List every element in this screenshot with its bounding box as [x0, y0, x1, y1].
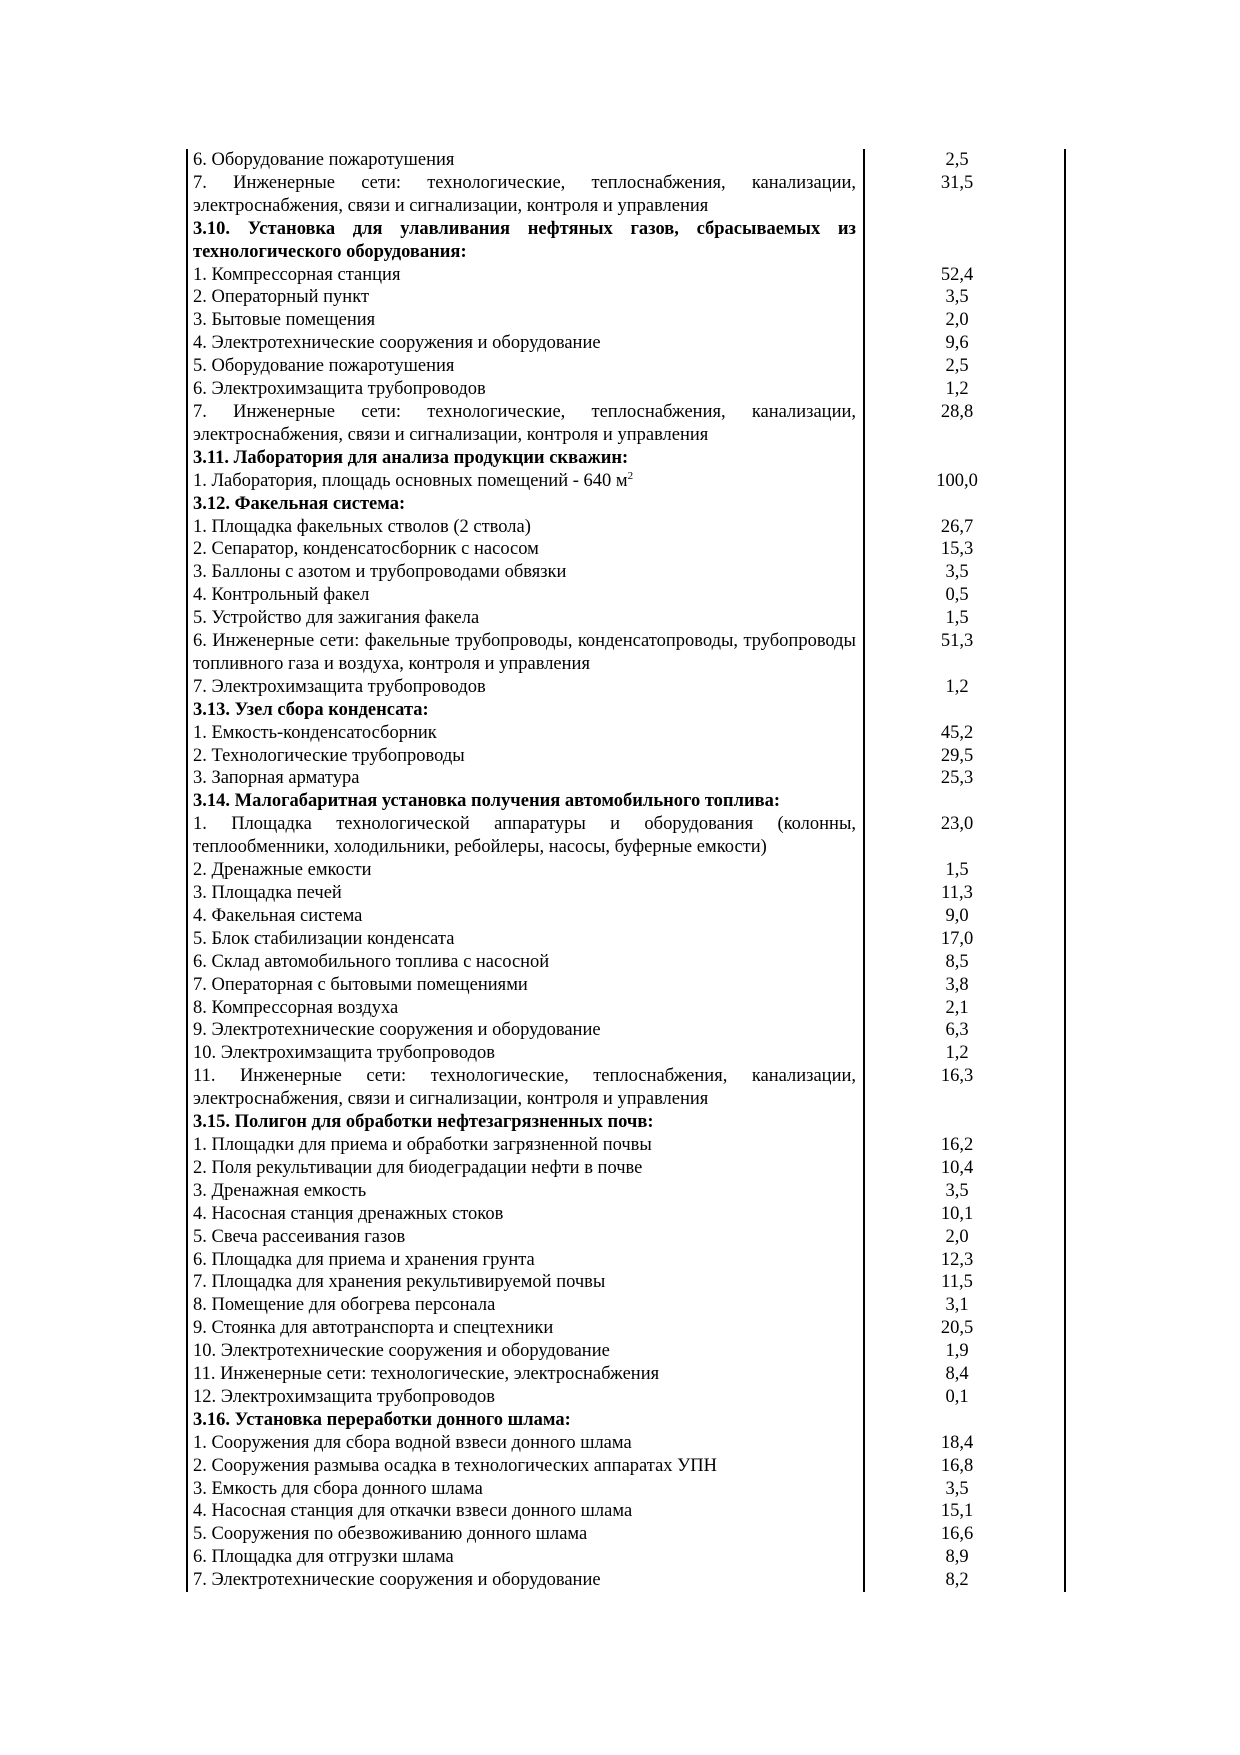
description-text: 5. Блок стабилизации конденсата	[193, 928, 455, 949]
item-value: 31,5	[940, 172, 974, 193]
section-title	[188, 493, 861, 516]
description-text: 5. Устройство для зажигания факела	[193, 608, 480, 629]
section-title	[188, 699, 861, 722]
description-text: 6. Оборудование пожаротушения	[193, 150, 455, 170]
description-text: 3.10. Установка для улавливания нефтяных газов, сбрасываемых из технологического оборудования:	[193, 218, 856, 262]
table-row	[188, 928, 1064, 951]
item-value: 2,0	[945, 310, 969, 331]
table-row	[188, 607, 1064, 630]
item-value: 9,6	[945, 333, 969, 354]
description-text: 1. Площадки для приема и обработки загрязненной почвы	[193, 1134, 652, 1155]
description-text: 1. Компрессорная станция	[193, 264, 401, 285]
description-text: 7. Площадка для хранения рекультивируемой почвы	[193, 1272, 606, 1293]
description-text: 2. Поля рекультивации для биодеградации нефти в почве	[193, 1157, 643, 1178]
item-description	[188, 1317, 861, 1340]
table-row	[188, 401, 1064, 447]
item-description	[188, 997, 861, 1020]
item-value: 0,1	[945, 1386, 969, 1407]
table-row	[188, 997, 1064, 1020]
item-description	[188, 1500, 861, 1523]
table-row	[188, 859, 1064, 882]
item-value	[861, 1111, 1059, 1134]
item-description	[188, 378, 861, 401]
item-description	[188, 745, 861, 768]
table-row	[188, 516, 1064, 539]
table-row	[188, 149, 1064, 172]
item-description	[188, 264, 861, 287]
section-heading-row	[188, 699, 1064, 722]
item-value: 2,5	[945, 356, 969, 377]
description-text: 6. Электрохимзащита трубопроводов	[193, 379, 486, 400]
table-row	[188, 172, 1064, 218]
description-text: 1. Площадка технологической аппаратуры и оборудования (колонны, теплообменники, холодильники, ребойлеры, насосы, буферные емкости)	[193, 814, 856, 858]
item-value: 20,5	[940, 1318, 974, 1339]
item-description	[188, 630, 861, 676]
section-heading-row	[188, 493, 1064, 516]
description-text: 6. Склад автомобильного топлива с насосной	[193, 951, 550, 972]
description-text: 7. Электрохимзащита трубопроводов	[193, 676, 486, 697]
table-row	[188, 1180, 1064, 1203]
item-description	[188, 1134, 861, 1157]
item-description	[188, 1042, 861, 1065]
table-row	[188, 767, 1064, 790]
item-value: 11,3	[941, 883, 973, 903]
item-description	[188, 1569, 861, 1592]
item-value: 29,5	[940, 745, 974, 766]
item-value: 8,5	[945, 951, 969, 972]
item-value: 8,9	[945, 1547, 969, 1568]
description-text: 7. Инженерные сети: технологические, теплоснабжения, канализации, электроснабжения, связи и сигнализации, контроля и управления	[193, 401, 856, 445]
table-row	[188, 813, 1064, 859]
table-row	[188, 1546, 1064, 1569]
table-row	[188, 974, 1064, 997]
item-description	[188, 1386, 861, 1409]
table-row	[188, 1523, 1064, 1546]
item-value: 51,3	[940, 631, 974, 652]
table-row	[188, 1203, 1064, 1226]
table-row	[188, 1019, 1064, 1042]
item-description	[188, 149, 861, 172]
item-description	[188, 1340, 861, 1363]
item-description	[188, 1294, 861, 1317]
item-value: 9,0	[945, 905, 969, 926]
item-value: 1,2	[945, 676, 969, 697]
item-description	[188, 767, 861, 790]
table-row	[188, 1317, 1064, 1340]
description-text: 3.12. Факельная система:	[193, 493, 406, 514]
table-row	[188, 584, 1064, 607]
table-row	[188, 1363, 1064, 1386]
item-value: 28,8	[940, 401, 974, 422]
item-value: 10,1	[940, 1203, 974, 1224]
item-value	[861, 447, 1059, 470]
description-text: 10. Электрохимзащита трубопроводов	[193, 1043, 496, 1064]
table-row	[188, 1157, 1064, 1180]
description-text: 6. Площадка для приема и хранения грунта	[193, 1249, 535, 1270]
description-text: 8. Компрессорная воздуха	[193, 997, 399, 1018]
item-value: 1,5	[945, 608, 969, 629]
description-text: 7. Операторная с бытовыми помещениями	[193, 974, 528, 995]
item-value: 2,5	[945, 150, 969, 170]
table-row	[188, 1271, 1064, 1294]
item-description	[188, 1157, 861, 1180]
description-text: 3.13. Узел сбора конденсата:	[193, 699, 429, 720]
item-value: 16,3	[940, 1066, 974, 1087]
description-text: 3. Дренажная емкость	[193, 1180, 367, 1201]
table-row	[188, 1226, 1064, 1249]
item-description	[188, 974, 861, 997]
item-description	[188, 928, 861, 951]
section-title	[188, 447, 861, 470]
description-text: 6. Инженерные сети: факельные трубопроводы, конденсатопроводы, трубопроводы топливного газа и воздуха, контроля и управления	[193, 631, 856, 674]
item-value	[861, 699, 1059, 722]
description-text: 3. Площадка печей	[193, 883, 342, 903]
item-description	[188, 561, 861, 584]
description-text: 3. Баллоны с азотом и трубопроводами обвязки	[193, 562, 567, 583]
description-text: 4. Контрольный факел	[193, 585, 370, 606]
item-description	[188, 584, 861, 607]
table-row	[188, 1478, 1064, 1501]
description-text: 3.11. Лаборатория для анализа продукции скважин:	[193, 447, 629, 468]
item-value: 23,0	[940, 814, 974, 835]
item-value: 52,4	[940, 264, 974, 285]
description-text: 9. Электротехнические сооружения и оборудование	[193, 1020, 601, 1041]
item-value: 100,0	[936, 470, 978, 491]
table-row	[188, 1340, 1064, 1363]
table-row	[188, 722, 1064, 745]
description-text: 2. Технологические трубопроводы	[193, 745, 465, 766]
item-value: 1,5	[945, 860, 969, 881]
description-text: 4. Электротехнические сооружения и оборудование	[193, 333, 601, 354]
item-value: 0,5	[945, 585, 969, 606]
description-text: 7. Электротехнические сооружения и оборудование	[193, 1570, 601, 1591]
item-value: 6,3	[945, 1020, 969, 1041]
description-text: 5. Свеча рассеивания газов	[193, 1226, 406, 1247]
item-value: 16,2	[940, 1134, 974, 1155]
item-description	[188, 607, 861, 630]
table-row	[188, 538, 1064, 561]
table-row	[188, 332, 1064, 355]
description-text: 11. Инженерные сети: технологические, теплоснабжения, канализации, электроснабжения, связи и сигнализации, контроля и управления	[193, 1066, 856, 1110]
item-value: 26,7	[940, 516, 974, 537]
item-value: 11,5	[941, 1272, 973, 1293]
description-text: 9. Стоянка для автотранспорта и спецтехники	[193, 1318, 554, 1339]
item-value: 16,6	[940, 1524, 974, 1545]
item-description	[188, 286, 861, 309]
item-description	[188, 1065, 861, 1111]
item-description	[188, 355, 861, 378]
table-row	[188, 1294, 1064, 1317]
item-value	[861, 493, 1059, 516]
section-heading-row	[188, 447, 1064, 470]
table-row	[188, 905, 1064, 928]
description-text: 5. Сооружения по обезвоживанию донного шлама	[193, 1524, 588, 1545]
section-title	[188, 790, 861, 813]
item-value: 1,2	[945, 1043, 969, 1064]
table-row	[188, 470, 1064, 493]
table-row	[188, 1386, 1064, 1409]
table-row	[188, 1042, 1064, 1065]
description-text: 2. Операторный пункт	[193, 287, 370, 308]
table-row	[188, 1455, 1064, 1478]
description-text: 4. Факельная система	[193, 905, 363, 926]
item-value: 3,5	[945, 287, 969, 308]
item-description	[188, 1432, 861, 1455]
table-row	[188, 1569, 1064, 1592]
superscript: 2	[627, 469, 634, 482]
table-row	[188, 286, 1064, 309]
description-text: 1. Емкость-конденсатосборник	[193, 722, 437, 743]
item-description	[188, 905, 861, 928]
item-description	[188, 1226, 861, 1249]
item-description	[188, 172, 861, 218]
table-row	[188, 378, 1064, 401]
description-text: 3. Бытовые помещения	[193, 310, 376, 331]
description-text: 3. Емкость для сбора донного шлама	[193, 1478, 483, 1499]
section-heading-row	[188, 790, 1064, 813]
item-value: 3,5	[945, 1180, 969, 1201]
description-text: 1. Площадка факельных стволов (2 ствола)	[193, 516, 531, 537]
item-description	[188, 859, 861, 882]
item-value: 17,0	[940, 928, 974, 949]
item-value: 1,9	[945, 1341, 969, 1362]
item-description	[188, 1546, 861, 1569]
description-text: 12. Электрохимзащита трубопроводов	[193, 1386, 496, 1407]
item-description	[188, 722, 861, 745]
section-heading-row	[188, 1111, 1064, 1134]
description-text: 10. Электротехнические сооружения и оборудование	[193, 1341, 610, 1362]
item-description	[188, 676, 861, 699]
item-value: 16,8	[940, 1455, 974, 1476]
description-text: 11. Инженерные сети: технологические, электроснабжения	[193, 1364, 660, 1385]
table-row	[188, 1134, 1064, 1157]
table-row	[188, 676, 1064, 699]
item-value: 2,1	[945, 997, 969, 1018]
table-row	[188, 561, 1064, 584]
item-description	[188, 1019, 861, 1042]
section-title	[188, 218, 861, 264]
table-row	[188, 1432, 1064, 1455]
section-heading-row	[188, 218, 1064, 264]
item-description	[188, 332, 861, 355]
description-text: 6. Площадка для отгрузки шлама	[193, 1547, 454, 1568]
description-text: 4. Насосная станция дренажных стоков	[193, 1203, 504, 1224]
description-text: 4. Насосная станция для откачки взвеси донного шлама	[193, 1501, 633, 1522]
item-value: 3,8	[945, 974, 969, 995]
table-row	[188, 264, 1064, 287]
description-text: 8. Помещение для обогрева персонала	[193, 1295, 496, 1316]
description-text: 3.15. Полигон для обработки нефтезагрязненных почв:	[193, 1112, 654, 1133]
item-value: 15,1	[940, 1501, 974, 1522]
item-description	[188, 1271, 861, 1294]
item-value: 3,1	[945, 1295, 969, 1316]
item-value: 8,4	[945, 1364, 969, 1385]
item-description	[188, 1478, 861, 1501]
item-value	[861, 218, 1059, 264]
table-row	[188, 1500, 1064, 1523]
section-title	[188, 1409, 861, 1432]
description-text: 7. Инженерные сети: технологические, теплоснабжения, канализации, электроснабжения, связи и сигнализации, контроля и управления	[193, 172, 856, 216]
table-row	[188, 745, 1064, 768]
item-description	[188, 470, 861, 493]
item-description	[188, 1455, 861, 1478]
description-text: 2. Дренажные емкости	[193, 860, 372, 881]
description-text: 2. Сооружения размыва осадка в технологических аппаратах УПН	[193, 1455, 717, 1476]
section-title	[188, 1111, 861, 1134]
item-value: 45,2	[940, 722, 974, 743]
item-description	[188, 951, 861, 974]
item-description	[188, 1249, 861, 1272]
table-row	[188, 630, 1064, 676]
item-description	[188, 813, 861, 859]
description-text: 3.16. Установка переработки донного шлама:	[193, 1409, 571, 1430]
description-text: 2. Сепаратор, конденсатосборник с насосом	[193, 539, 539, 560]
item-value: 1,2	[945, 379, 969, 400]
item-description	[188, 1203, 861, 1226]
item-value: 2,0	[945, 1226, 969, 1247]
item-description	[188, 309, 861, 332]
table-row	[188, 309, 1064, 332]
item-value: 18,4	[940, 1432, 974, 1453]
item-value: 3,5	[945, 1478, 969, 1499]
item-value: 12,3	[940, 1249, 974, 1270]
table-row	[188, 882, 1064, 905]
item-value: 25,3	[940, 768, 974, 789]
item-description	[188, 538, 861, 561]
item-value	[861, 1409, 1059, 1432]
item-description	[188, 1180, 861, 1203]
item-description	[188, 516, 861, 539]
table-row	[188, 355, 1064, 378]
item-value: 15,3	[940, 539, 974, 560]
item-description	[188, 401, 861, 447]
description-text: 1. Лаборатория, площадь основных помещений - 640 м	[193, 470, 628, 491]
item-value	[861, 790, 1059, 813]
item-value: 8,2	[945, 1570, 969, 1591]
item-description	[188, 1363, 861, 1386]
item-description	[188, 1523, 861, 1546]
table-row	[188, 1065, 1064, 1111]
item-value: 10,4	[940, 1157, 974, 1178]
table-row	[188, 951, 1064, 974]
description-text: 3. Запорная арматура	[193, 768, 360, 789]
data-table	[186, 149, 1066, 1592]
item-description	[188, 882, 861, 905]
description-text: 3.14. Малогабаритная установка получения автомобильного топлива:	[193, 791, 781, 812]
description-text: 1. Сооружения для сбора водной взвеси донного шлама	[193, 1432, 632, 1453]
table-row	[188, 1249, 1064, 1272]
description-text: 5. Оборудование пожаротушения	[193, 356, 455, 377]
section-heading-row	[188, 1409, 1064, 1432]
item-value: 3,5	[945, 562, 969, 583]
